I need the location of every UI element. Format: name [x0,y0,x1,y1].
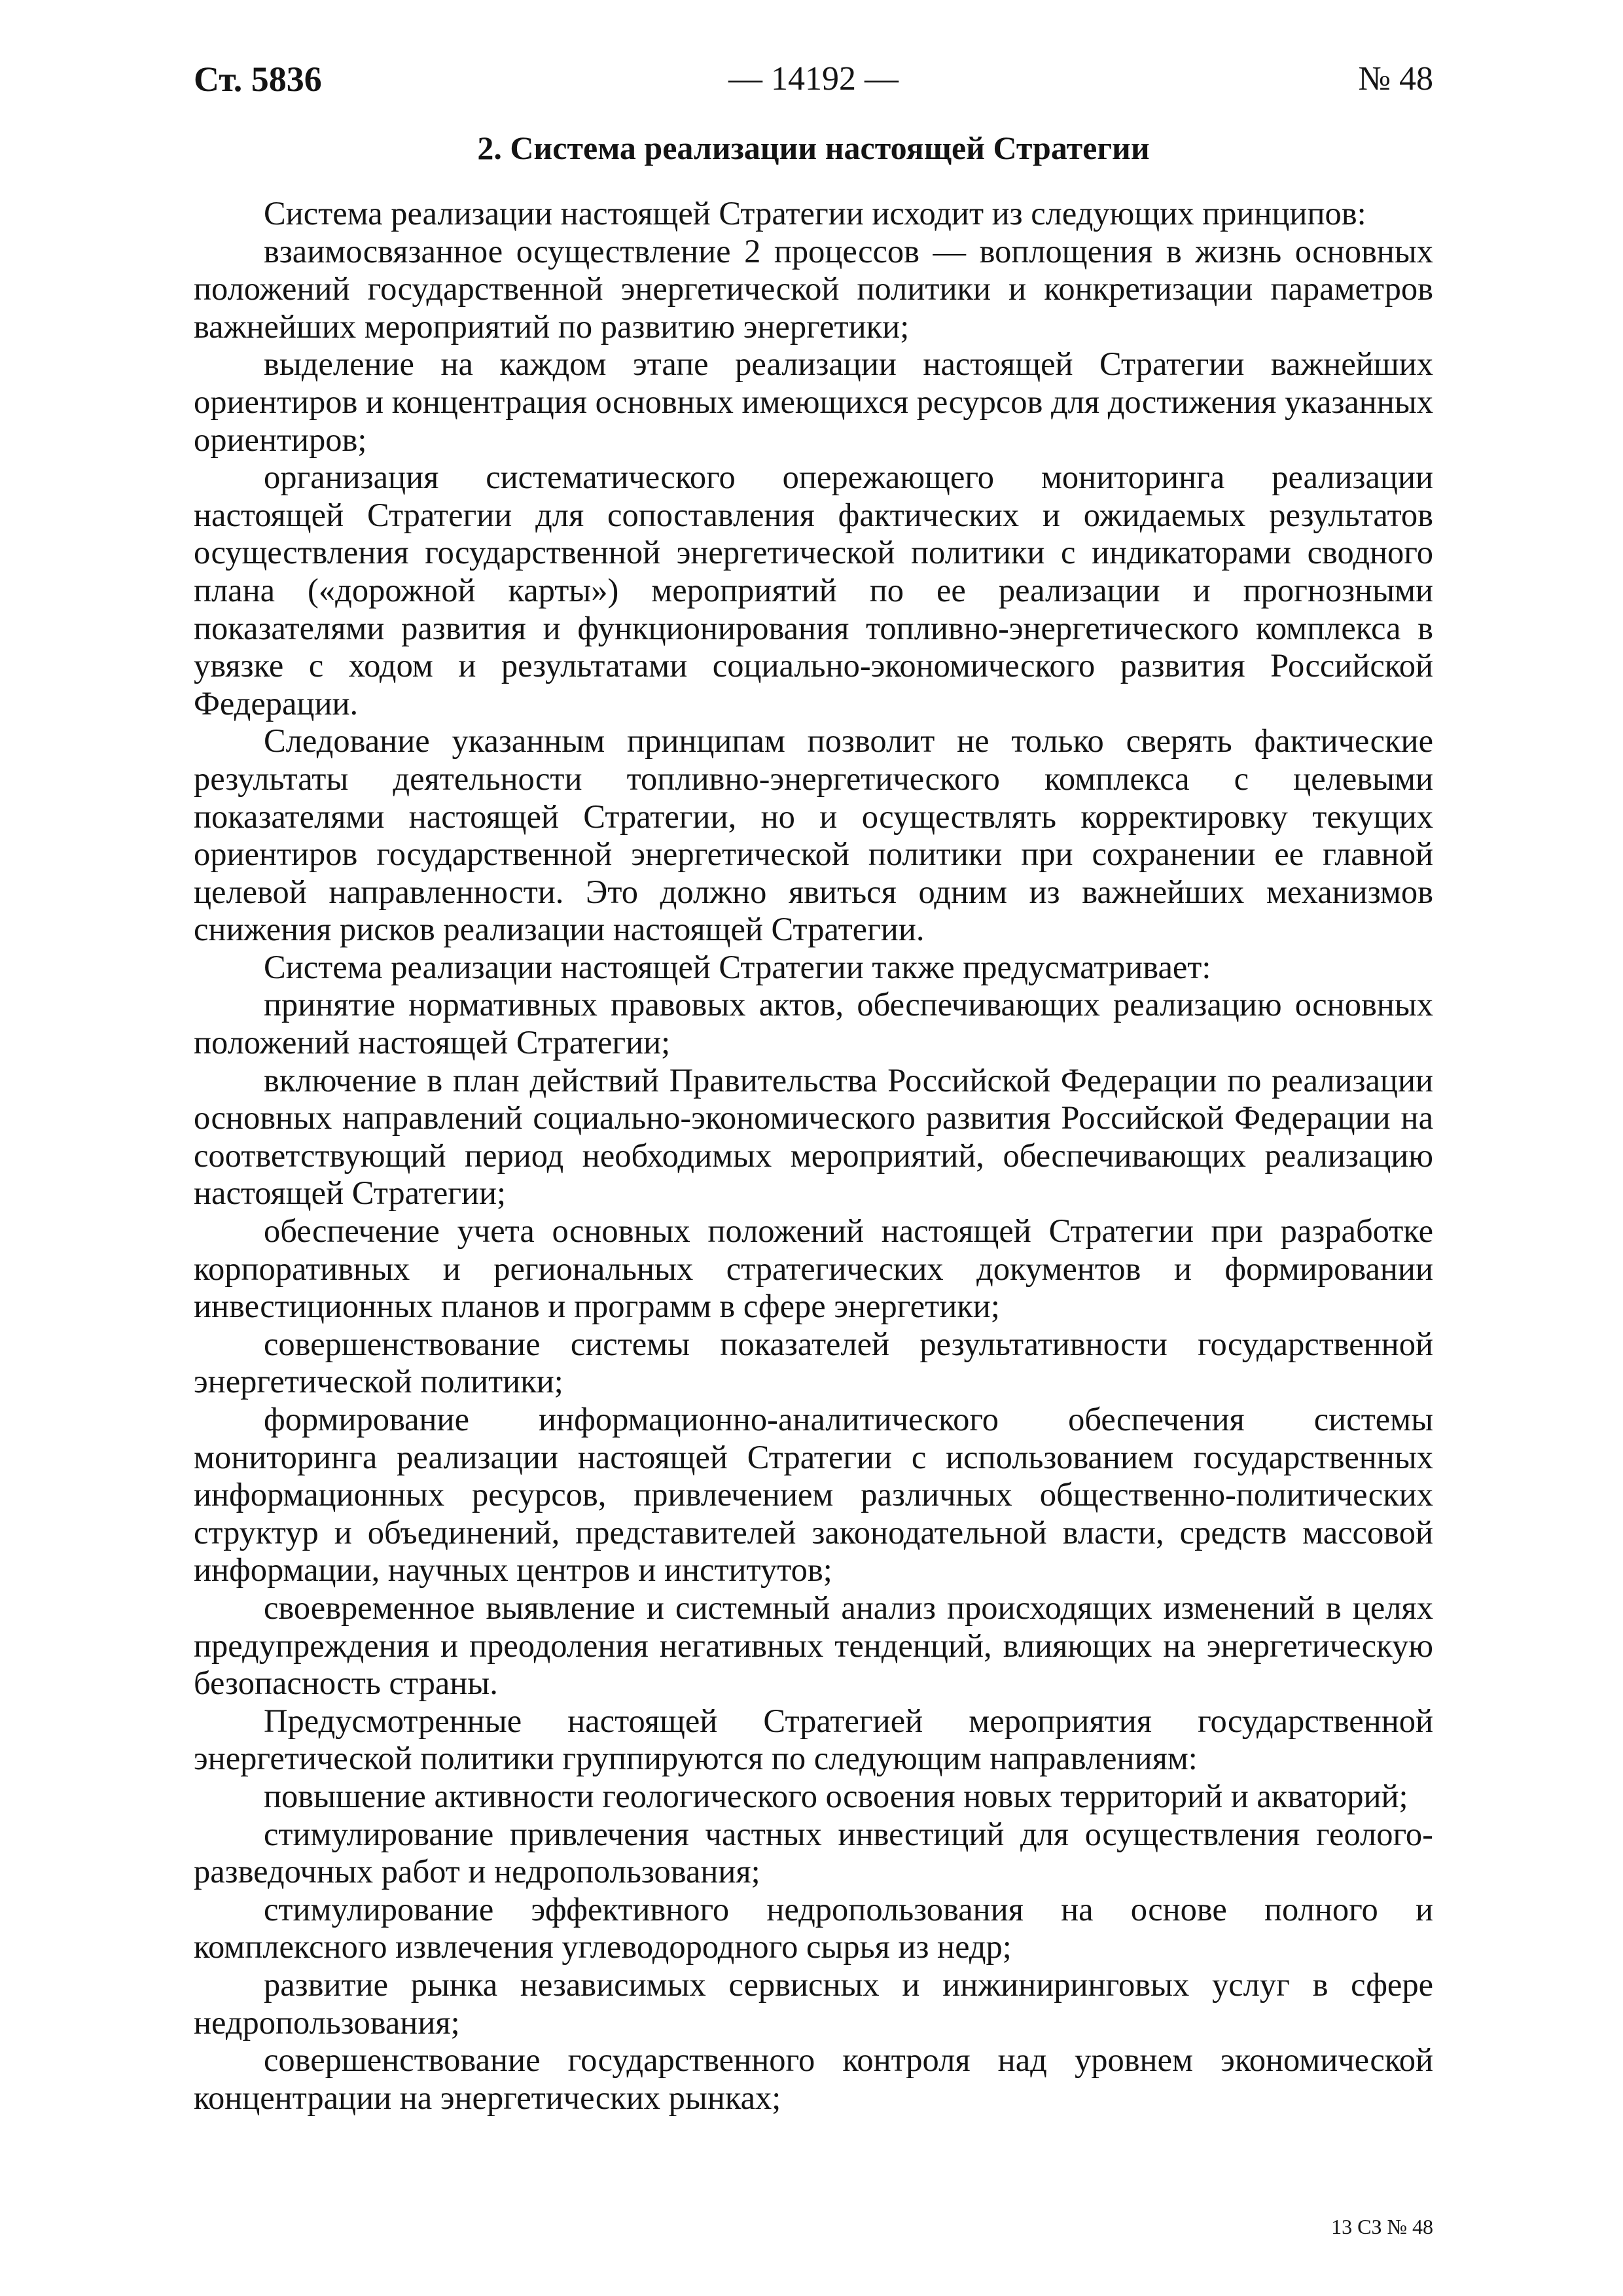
paragraph: взаимосвязанное осуществление 2 процессов — воплощения в жизнь основных положений государственной энергетической политики и конкретизации параметров важнейших мероприятий по развитию энергетики; [194,232,1433,345]
paragraph: формирование информационно-аналитического обеспечения системы мониторинга реализации настоящей Стратегии с использованием государственных информационных ресурсов, привлечением различных общественно-политических структур и объединений, представителей законодательной власти, средств массовой информации, научных центров и институтов; [194,1401,1433,1589]
signature-mark: 13 СЗ № 48 [1331,2215,1433,2238]
paragraph: развитие рынка независимых сервисных и инжиниринговых услуг в сфере недропользования; [194,1966,1433,2041]
paragraph: Система реализации настоящей Стратегии исходит из следующих принципов: [264,195,1366,232]
paragraph: своевременное выявление и системный анализ происходящих изменений в целях предупреждения и преодоления негативных тенденций, влияющих на энергетическую безопасность страны. [194,1589,1433,1702]
paragraph: стимулирование привлечения частных инвестиций для осуществления геолого-разведочных работ и недропользования; [194,1815,1433,1890]
article-number: Ст. 5836 [194,60,322,99]
paragraph: Система реализации настоящей Стратегии также предусматривает: [264,948,1211,985]
paragraph: повышение активности геологического освоения новых территорий и акваторий; [264,1777,1408,1814]
body-text [194,195,1433,2117]
paragraph: обеспечение учета основных положений настоящей Стратегии при разработке корпоративных и региональных стратегических документов и формировании инвестиционных планов и программ в сфере энергетики; [194,1212,1433,1325]
paragraph: стимулирование эффективного недропользования на основе полного и комплексного извлечения углеводородного сырья из недр; [194,1890,1433,1966]
paragraph: включение в план действий Правительства Российской Федерации по реализации основных направлений социально-экономического развития Российской Федерации на соответствующий период необходимых мероприятий, обеспечивающих реализацию настоящей Стратегии; [194,1061,1433,1212]
paragraph: Следование указанным принципам позволит не только сверять фактические результаты деятельности топливно-энергетического комплекса с целевыми показателями настоящей Стратегии, но и осуществлять корректировку текущих ориентиров государственной энергетической политики при сохранении ее главной целевой направленности. Это должно явиться одним из важнейших механизмов снижения рисков реализации настоящей Стратегии. [194,722,1433,948]
page-number: — 14192 — [728,60,899,97]
paragraph: принятие нормативных правовых актов, обеспечивающих реализацию основных положений настоящей Стратегии; [194,986,1433,1061]
running-head [194,56,1433,102]
paragraph: совершенствование государственного контроля над уровнем экономической концентрации на энергетических рынках; [194,2041,1433,2116]
section-title: 2. Система реализации настоящей Стратегии [477,130,1150,166]
paragraph: выделение на каждом этапе реализации настоящей Стратегии важнейших ориентиров и концентрация основных имеющихся ресурсов для достижения указанных ориентиров; [194,345,1433,458]
paragraph: совершенствование системы показателей результативности государственной энергетической политики; [194,1325,1433,1400]
issue-number: № 48 [1358,60,1433,97]
paragraph: организация систематического опережающего мониторинга реализации настоящей Стратегии для сопоставления фактических и ожидаемых результатов осуществления государственной энергетической политики с индикаторами сводного плана («дорожной карты») мероприятий по ее реализации и прогнозными показателями развития и функционирования топливно-энергетического комплекса в увязке с ходом и результатами социально-экономического развития Российской Федерации. [194,459,1433,722]
paragraph: Предусмотренные настоящей Стратегией мероприятия государственной энергетической политики группируются по следующим направлениям: [194,1702,1433,1777]
